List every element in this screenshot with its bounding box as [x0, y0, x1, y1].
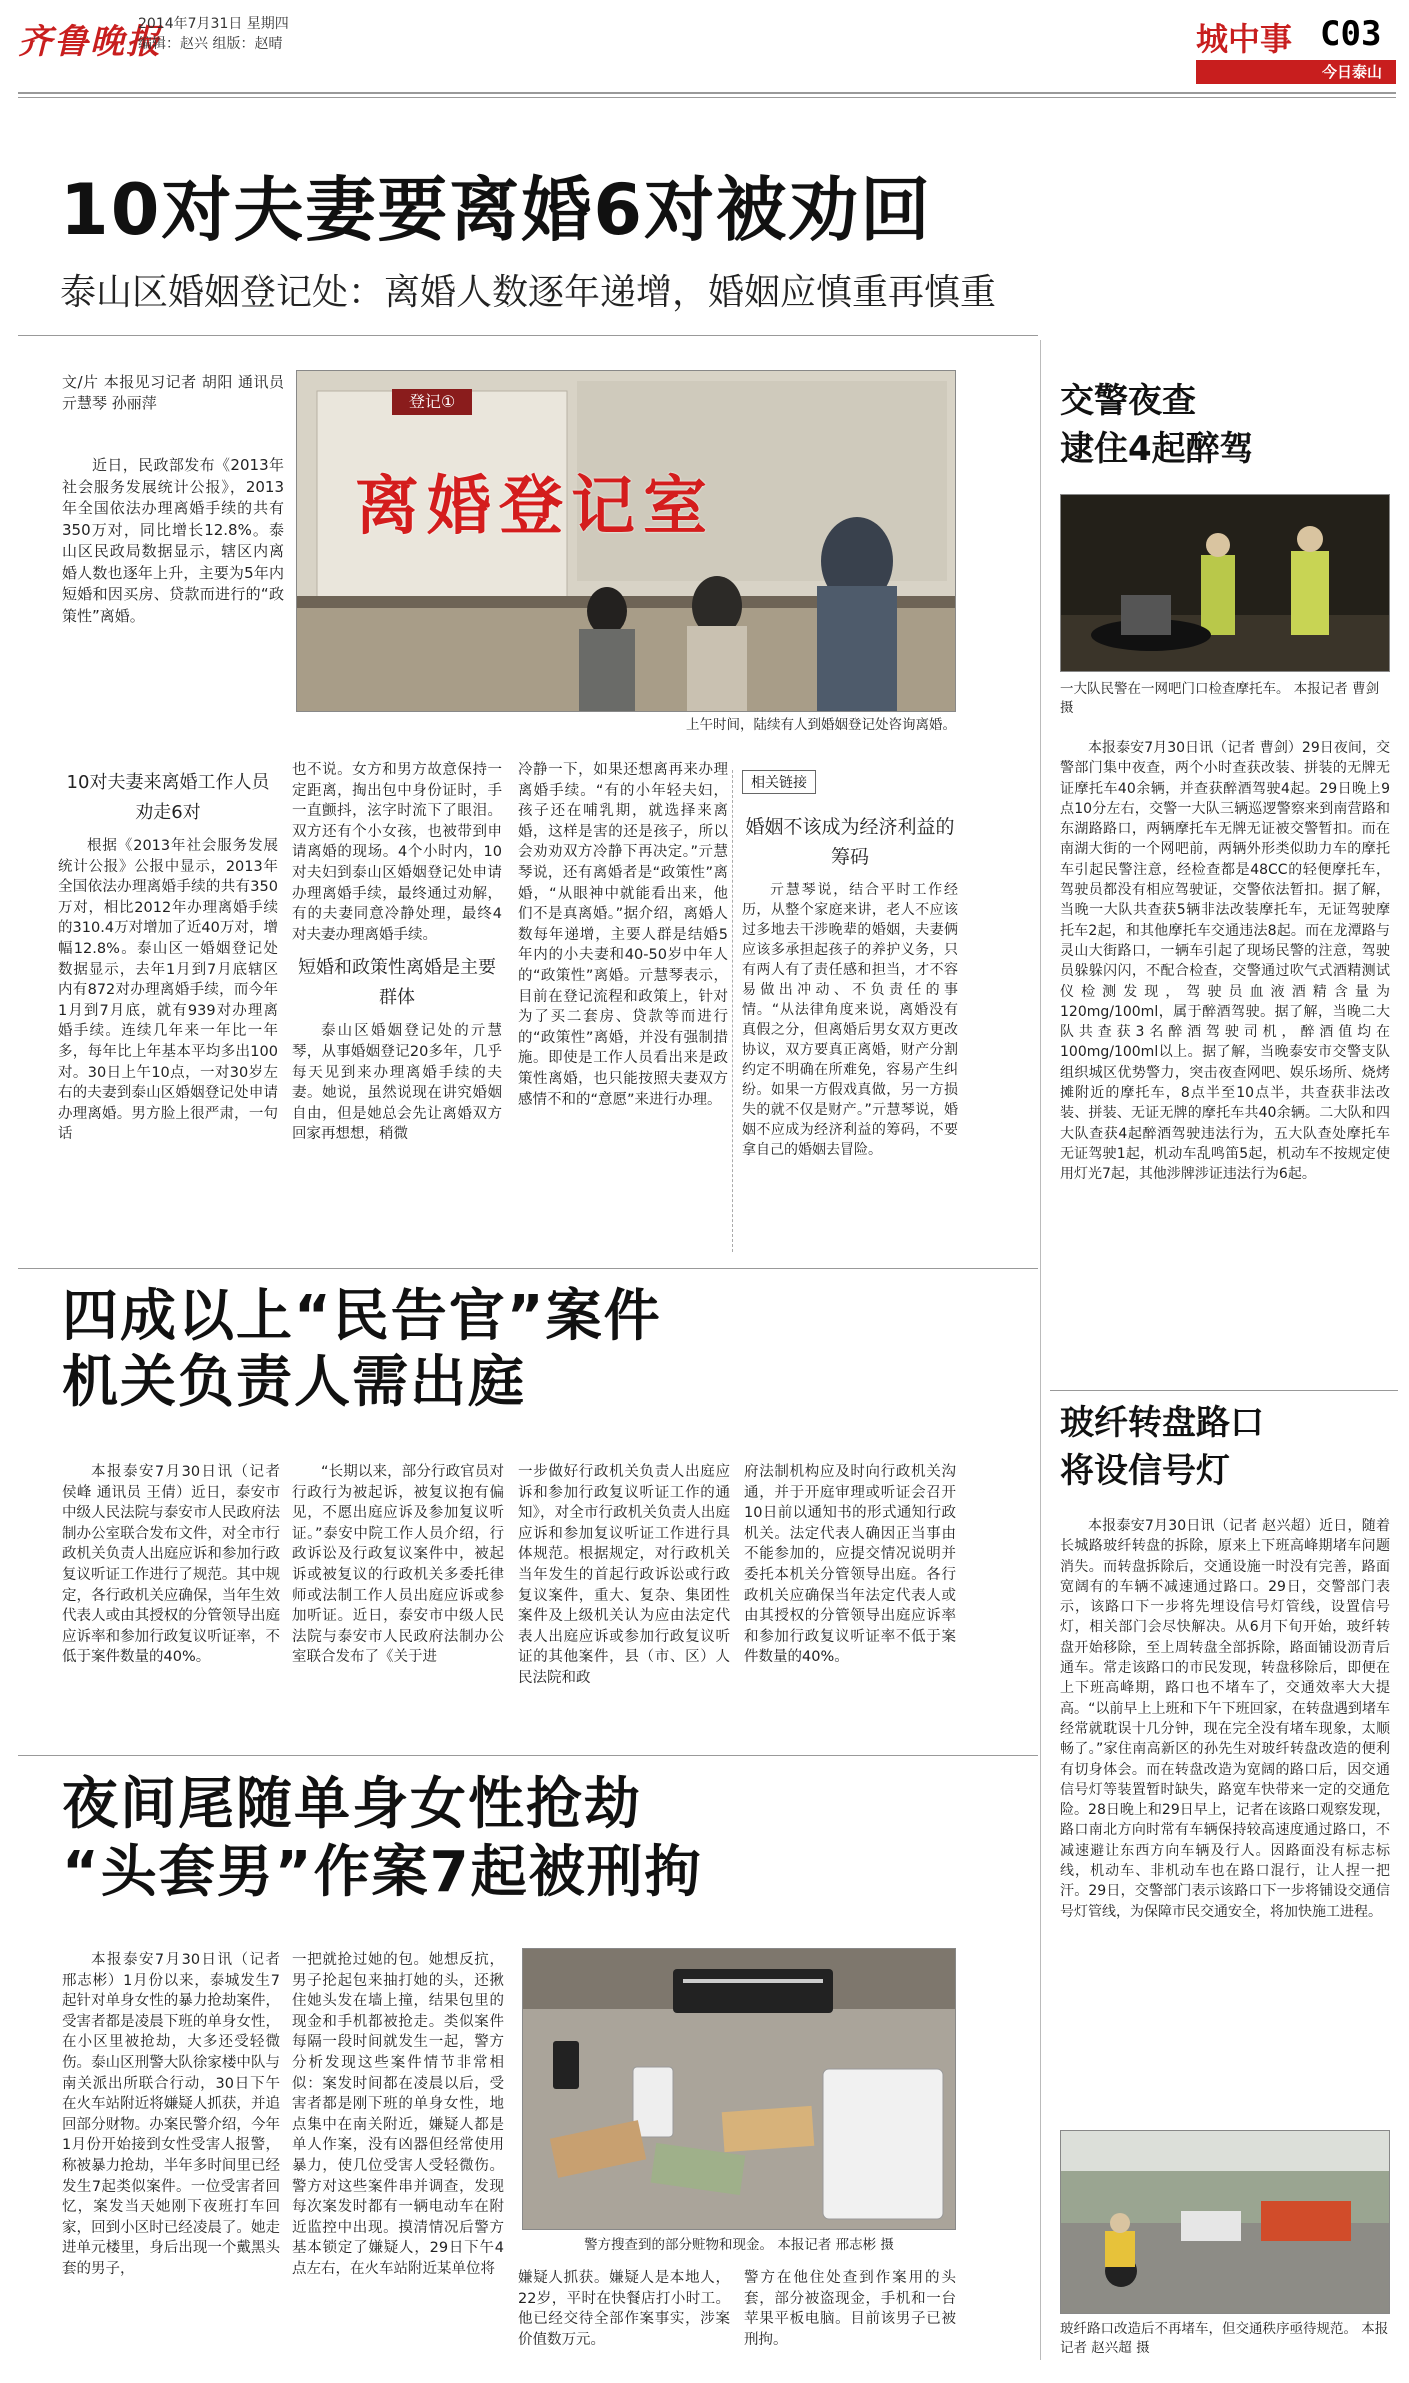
article2-col1: 本报泰安7月30日讯（记者 侯峰 通讯员 王倩）近日，泰安市中级人民法院与泰安市人民政府法制办公室联合发布文件，对全市行政机关负责人出庭应诉和参加行政复议听证工作进行了规范。其中规定，各行政机关应确保，当年生效代表人或由其授权的分管领导出庭应诉率和参加行政复议听证率，不低于案件数量的40%。	[62, 1464, 280, 1666]
newspaper-logo: 齐鲁晚报	[18, 22, 162, 62]
main-column-2	[292, 760, 502, 1145]
related-label: 相关链接	[742, 770, 816, 794]
article3-headline-2: “头套男”作案7起被刑拘	[62, 1840, 703, 1905]
issue-date: 2014年7月31日 星期四	[138, 16, 289, 32]
side1-photo-caption: 一大队民警在一网吧门口检查摩托车。 本报记者 曹剑 摄	[1060, 681, 1380, 716]
rule	[18, 1755, 1038, 1756]
sidebar-rule	[1040, 340, 1041, 2360]
window-sign: 登记①	[392, 389, 472, 415]
side1-headline-2: 逮住4起醉驾	[1060, 429, 1254, 469]
header-rule	[18, 92, 1396, 98]
related-box	[742, 770, 958, 1160]
side2-text: 本报泰安7月30日讯（记者 赵兴超）近日，随着长城路玻纤转盘的拆除，原来上下班高峰期堵车问题消失。而转盘拆除后，交通设施一时没有完善，路面宽阔有的车辆不减速通过路口。29日，交警部门表示，该路口下一步将先埋设信号灯管线，设置信号灯，相关部门会尽快解决。从6月下旬开始，玻纤转盘开始移除，至上周转盘全部拆除，路面铺设沥青后通车。常走该路口的市民发现，转盘移除后，即便在上下班高峰期，路口也不堵车了，交通效率大大提高。“以前早上上班和下午下班回家，在转盘遇到堵车经常就耽误十几分钟，现在完全没有堵车现象，太顺畅了。”家住南高新区的孙先生对玻纤转盘改造的便利有切身体会。而在转盘改造为宽阔的路口后，因交通信号灯等装置暂时缺失，路宽车快带来一定的交通危险。28日晚上和29日早上，记者在该路口观察发现，路口南北方向时常有车辆保持较高速度通过路口，不减速避让东西方向车辆及行人。因路面没有标志标线，机动车、非机动车也在路口混行，让人捏一把汗。29日，交警部门表示该路口下一步将铺设交通信号灯管线，为保障市民交通安全，将加快施工进程。	[1060, 1518, 1390, 1920]
article3-col4: 警方在他住处查到作案用的头套，部分被盗现金，手机和一台苹果平板电脑。目前该男子已被刑拘。	[744, 2270, 956, 2348]
side2-photo	[1060, 2130, 1390, 2314]
article2-col4: 府法制机构应及时向行政机关沟通，并于开庭审理或听证会召开10日前以通知书的形式通知行政机关。法定代表人确因正当事由不能参加的，应提交情况说明并委托本机关分管领导出庭。各行政机关应确保当年法定代表人或由其授权的分管领导出庭应诉率和参加行政复议听证率不低于案件数量的40%。	[744, 1464, 956, 1666]
rule	[18, 1268, 1038, 1269]
police-check-illustration	[1061, 495, 1390, 672]
article2-col3: 一步做好行政机关负责人出庭应诉和参加行政复议听证工作的通知》，对全市行政机关负责人出庭应诉和参加复议听证工作进行具体规范。根据规定，对行政机关当年发生的首起行政诉讼或行政复议案件，重大、复杂、集团性案件及上级机关认为应由法定代表人出庭应诉或参加行政复议听证的其他案件，县（市、区）人民法院和政	[518, 1464, 730, 1686]
main-subheadline: 泰山区婚姻登记处：离婚人数逐年递增，婚姻应慎重再慎重	[60, 272, 997, 313]
intersection-illustration	[1061, 2131, 1390, 2314]
page-number: C03	[1320, 14, 1382, 54]
article3-photo	[522, 1948, 956, 2230]
main-col3-text: 冷静一下，如果还想离再来办理离婚手续。“有的小年轻夫妇，孩子还在哺乳期，就选择来离婚，这样是害的还是孩子，所以会劝劝双方冷静下再决定。”亓慧琴说，还有离婚者是“政策性”离婚，“从眼神中就能看出来，他们不是真离婚。”据介绍，离婚人数每年递增，主要人群是结婚5年内的小夫妻和40-50岁中年人的“政策性”离婚。亓慧琴表示，目前在登记流程和政策上，针对为了买二套房、贷款等而进行的“政策性”离婚，并没有强制措施。即使是工作人员看出来是政策性离婚，也只能按照夫妻双方感情不和的“意愿”来进行办理。	[518, 762, 728, 1108]
rule	[18, 335, 1038, 336]
side1-text: 本报泰安7月30日讯（记者 曹剑）29日夜间，交警部门集中夜查，两个小时查获改装、拼装的无牌无证摩托车40余辆，并查获醉酒驾驶4起。29日晚上9点10分左右，交警一大队三辆巡逻警察来到南营路和东湖路路口，两辆摩托车无牌无证被交警暂扣。而在南湖大街的一个网吧前，两辆外形类似助力车的摩托车引起民警注意，经检查都是48CC的轻便摩托车，驾驶员都没有相应驾驶证，交警依法暂扣。据了解，当晚一大队共查获5辆非法改装摩托车，无证驾驶摩托车2起，和其他摩托车交通违法8起。而在龙潭路与灵山大街路口，一辆车引起了现场民警的注意，驾驶员躲躲闪闪，不配合检查，交警通过吹气式酒精测试仪检测发现，驾驶员血液酒精含量为120mg/100ml，属于醉酒驾驶。据了解，当晚二大队共查获3名醉酒驾驶司机，醉酒值均在100mg/100ml以上。据了解，当晚泰安市交警支队组织城区优势警力，突击夜查网吧、娱乐场所、烧烤摊附近的摩托车，8点半至10点半，共查获非法改装、拼装、无证无牌的摩托车共40余辆。二大队和四大队查获4起醉酒驾驶违法行为，五大队查处摩托车无证驾驶1起，机动车乱鸣笛5起，机动车不按规定使用灯光7起，其他涉牌涉证违法行为6起。	[1060, 740, 1390, 1183]
section-name: 城中事	[1196, 20, 1293, 58]
main-lead: 近日，民政部发布《2013年社会服务发展统计公报》，2013年全国依法办理离婚手续的共有350万对，同比增长12.8%。泰山区民政局数据显示，辖区内离婚人数也逐年上升，主要为5年内短婚和因买房、贷款而进行的“政策性”离婚。	[62, 456, 284, 625]
main-photo	[296, 370, 956, 712]
side2-photo-caption: 玻纤路口改造后不再堵车，但交通秩序亟待规范。 本报记者 赵兴超 摄	[1060, 2321, 1389, 2356]
main-col2a-text: 也不说。女方和男方故意保持一定距离，掏出包中身份证时，手一直颤抖，泫字时流下了眼泪。双方还有个小女孩，也被带到申请离婚的现场。4个小时内，10对夫妇到泰山区婚姻登记处申请办理离婚手续，最终通过劝解，有的夫妻同意冷静处理，最终4对夫妻办理离婚手续。	[292, 762, 502, 943]
article3-col1: 本报泰安7月30日讯（记者 邢志彬）1月份以来，泰城发生7起针对单身女性的暴力抢劫案件，受害者都是凌晨下班的单身女性，在小区里被抢劫，大多还受轻微伤。泰山区刑警大队徐家楼中队与南关派出所联合行动，30日下午在火车站附近将嫌疑人抓获，并追回部分财物。办案民警介绍，今年1月份开始接到女性受害人报警，称被暴力抢劫，半年多时间里已经发生7起类似案件。一位受害者回忆，案发当天她刚下夜班打车回家，回到小区时已经凌晨了。她走进单元楼里，身后出现一个戴黑头套的男子，	[62, 1952, 280, 2277]
main-col1-text: 根据《2013年社会服务发展统计公报》公报中显示，2013年全国依法办理离婚手续的共有350万对，相比2012年办理离婚手续的310.4万对增加了近40万对，增幅12.8%。泰山区一婚姻登记处数据显示，去年1月到7月底辖区内有872对办理离婚手续，而今年1月到7月底，就有939对办理离婚手续。连续几年来一年比一年多，每年比上年基本平均多出100对。30日上午10点，一对30岁左右的夫妻到泰山区婚姻登记处申请办理离婚。男方脸上很严肃，一句话	[58, 838, 278, 1143]
issue-editors: 编辑：赵兴 组版：赵晴	[138, 36, 283, 52]
article2-col2: “长期以来，部分行政官员对行政行为被起诉，被复议抱有偏见，不愿出庭应诉及参加复议听证。”泰安中院工作人员介绍，行政诉讼及行政复议案件中，被起诉或被复议的行政机关多委托律师或法制工作人员出庭应诉或参加听证。近日，泰安市中级人民法院与泰安市人民政府法制办公室联合发布了《关于进	[292, 1464, 504, 1666]
side1-headline-1: 交警夜查	[1060, 381, 1196, 421]
main-column-1	[58, 760, 278, 1145]
rule	[1050, 1390, 1398, 1391]
article3-col2: 一把就抢过她的包。她想反抗，男子抡起包来抽打她的头，还揪住她头发在墙上撞，结果包里的现金和手机都被抢走。类似案件每隔一段时间就发生一起，警方分析发现这些案件情节非常相似：案发时间都在凌晨以后，受害者都是刚下班的单身女性，地点集中在南关附近，嫌疑人都是单人作案，没有凶器但经常使用暴力，使几位受害人受轻微伤。警方对这些案件串并调查，发现每次案发时都有一辆电动车在附近监控中出现。摸清情况后警方基本锁定了嫌疑人，29日下午4点左右，在火车站附近某单位将	[292, 1952, 504, 2277]
main-byline: 文/片 本报见习记者 胡阳 通讯员 亓慧琴 孙丽萍	[62, 373, 284, 412]
main-column-3	[518, 760, 728, 1110]
subhead-2: 短婚和政策性离婚是主要群体	[298, 957, 496, 1009]
photo-office-sign: 离婚登记室	[355, 470, 715, 544]
side2-headline-1: 玻纤转盘路口	[1060, 1403, 1264, 1443]
article2-headline-1: 四成以上“民告官”案件	[62, 1284, 662, 1349]
related-title: 婚姻不该成为经济利益的筹码	[745, 816, 955, 868]
main-col2b-text: 泰山区婚姻登记处的亓慧琴，从事婚姻登记20多年，几乎每天见到来办理离婚手续的夫妻。她说，虽然说现在讲究婚姻自由，但是她总会先让离婚双方回家再想想，稍微	[292, 1023, 502, 1143]
subhead-1: 10对夫妻来离婚工作人员劝走6对	[66, 772, 270, 823]
article3-col3: 嫌疑人抓获。嫌疑人是本地人，22岁，平时在快餐店打小时工。他已经交待全部作案事实，涉案价值数万元。	[518, 2270, 730, 2348]
article3-headline-1: 夜间尾随单身女性抢劫	[62, 1772, 642, 1837]
main-photo-caption: 上午时间，陆续有人到婚姻登记处咨询离婚。	[686, 717, 956, 733]
side1-photo	[1060, 494, 1390, 672]
issue-info	[138, 14, 289, 54]
side2-headline-2: 将设信号灯	[1060, 1451, 1230, 1491]
rule	[732, 770, 733, 1252]
seized-items-illustration	[523, 1949, 956, 2230]
main-headline: 10对夫妻要离婚6对被劝回	[60, 169, 933, 251]
article2-headline-2: 机关负责人需出庭	[62, 1350, 526, 1415]
article3-photo-caption: 警方搜查到的部分赃物和现金。 本报记者 邢志彬 摄	[584, 2237, 894, 2253]
subsection-banner: 今日泰山	[1196, 60, 1396, 84]
related-text: 亓慧琴说，结合平时工作经历，从整个家庭来讲，老人不应该过多地去干涉晚辈的婚姻，夫妻俩应该多承担起孩子的养护义务，只有两人有了责任感和担当，才不容易做出冲动、不负责任的事情。“从法律角度来说，离婚没有真假之分，但离婚后男女双方更改协议，双方要真正离婚，财产分割约定不明确在所难免，容易产生纠纷。如果一方假戏真做，另一方损失的就不仅是财产。”亓慧琴说，婚姻不应成为经济利益的筹码，不要拿自己的婚姻去冒险。	[742, 882, 958, 1158]
